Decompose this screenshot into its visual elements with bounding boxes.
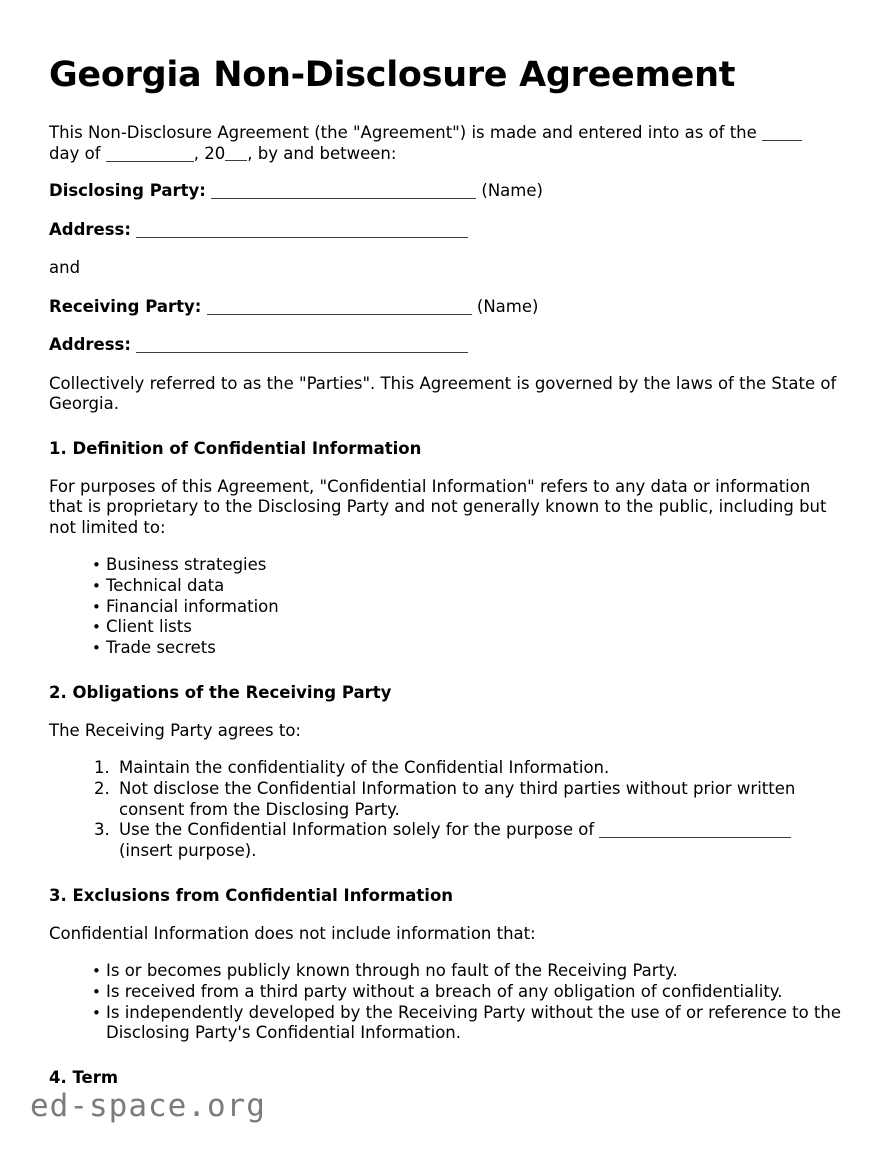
month-blank[interactable]: [106, 161, 194, 162]
page-title: Georgia Non-Disclosure Agreement: [49, 55, 736, 95]
disclosing-party-suffix: (Name): [481, 181, 543, 201]
list-item: • Business strategies: [92, 555, 843, 576]
receiving-party-name-blank[interactable]: [207, 314, 472, 315]
section-heading-2: 2. Obligations of the Receiving Party: [49, 682, 392, 702]
date-day-blank[interactable]: [762, 140, 802, 141]
section-3-bullet-list: [49, 961, 843, 1044]
list-item: Not disclose the Confidential Information to any third parties without prior written consent from the Disclosing Party.: [119, 778, 796, 819]
intro-year-prefix: , 20: [193, 143, 226, 163]
list-item: • Technical data: [92, 576, 843, 597]
disclosing-party-field: [49, 181, 843, 202]
section-1-bullet-list: [49, 555, 843, 659]
intro-day-label: day of: [49, 143, 101, 163]
receiving-party-address-blank[interactable]: [136, 352, 468, 353]
section-2-body: The Receiving Party agrees to:: [49, 720, 301, 740]
intro-text-after: , by and between:: [247, 143, 397, 163]
disclosing-party-address-label: Address:: [49, 219, 131, 239]
list-item: • Is received from a third party without a breach of any obligation of confidentiality.: [92, 982, 843, 1003]
purpose-text-after: (insert purpose).: [119, 841, 257, 861]
section-1-body: For purposes of this Agreement, "Confidential Information" refers to any data or information that is proprietary to the Disclosing Party and not generally known to the public, including but not limited to:: [49, 476, 827, 537]
receiving-party-label: Receiving Party:: [49, 296, 202, 316]
document-content: [49, 55, 843, 1106]
disclosing-party-label: Disclosing Party:: [49, 181, 206, 201]
governing-law-paragraph: Collectively referred to as the "Parties". This Agreement is governed by the laws of the State of Georgia.: [49, 373, 837, 414]
list-item: • Is independently developed by the Receiving Party without the use of or reference to the Disclosing Party's Confidential Information.: [92, 1003, 843, 1044]
watermark: ed-space.org: [30, 1088, 266, 1124]
list-item: [94, 820, 843, 861]
section-heading-3: 3. Exclusions from Confidential Information: [49, 885, 454, 905]
purpose-text-before: Use the Confidential Information solely for the purpose of: [119, 820, 595, 840]
list-item: • Financial information: [92, 597, 843, 618]
list-item: • Trade secrets: [92, 638, 843, 659]
receiving-party-field: [49, 297, 843, 318]
disclosing-party-name-blank[interactable]: [211, 198, 476, 199]
section-heading-1: 1. Definition of Confidential Information: [49, 438, 422, 458]
receiving-party-address-field: [49, 335, 843, 356]
year-blank[interactable]: [225, 160, 247, 161]
section-heading-4: 4. Term: [49, 1068, 119, 1088]
purpose-blank[interactable]: [599, 837, 791, 838]
list-item: • Client lists: [92, 617, 843, 638]
conjunction-and: and: [49, 258, 81, 278]
section-2-numbered-list: [49, 758, 843, 862]
disclosing-party-address-field: [49, 220, 843, 241]
list-item: • Is or becomes publicly known through no fault of the Receiving Party.: [92, 961, 843, 982]
receiving-party-suffix: (Name): [476, 296, 539, 316]
list-item: Maintain the confidentiality of the Confidential Information.: [119, 758, 610, 778]
disclosing-party-address-blank[interactable]: [136, 237, 468, 238]
receiving-party-address-label: Address:: [49, 335, 131, 355]
intro-text-before: This Non-Disclosure Agreement (the "Agreement") is made and entered into as of the: [49, 123, 757, 143]
intro-paragraph: [49, 123, 843, 164]
section-3-body: Confidential Information does not include information that:: [49, 923, 536, 943]
